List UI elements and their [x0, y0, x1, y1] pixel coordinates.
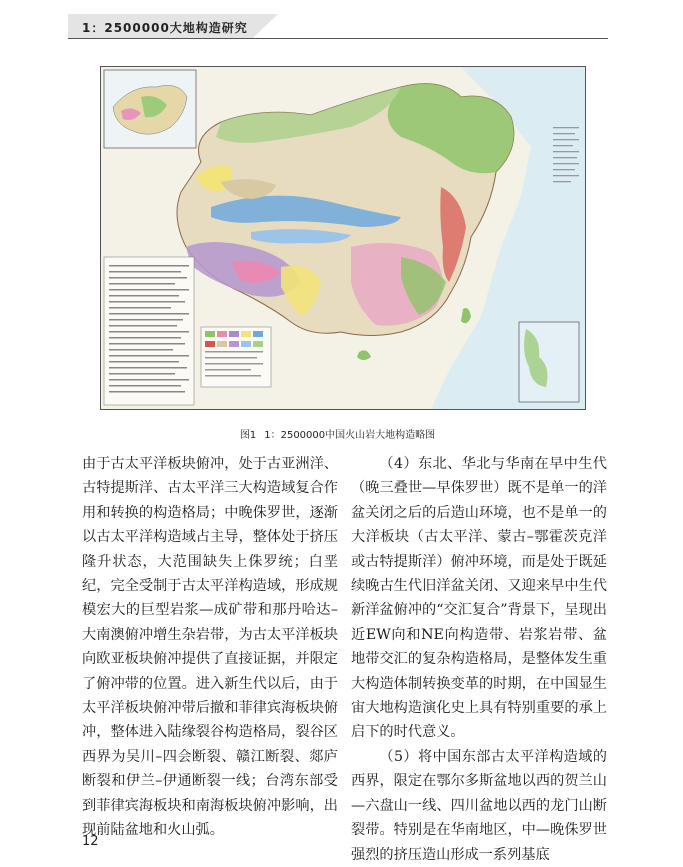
right-paragraph-4: （4）东北、华北与华南在早中生代（晚三叠世—早侏罗世）既不是单一的洋盆关闭之后的后造山环境，也不是单一的大洋板块（古太平洋、蒙古–鄂霍茨克洋或古特提斯洋）俯冲环境，而是处于既延续晚古生代旧洋盆关闭、又迎来早中生代新洋盆俯冲的“交汇复合”背景下，呈现出近EW向和NE向构造带、岩浆岩带、盆地带交汇的复杂构造格局，是整体发生重大构造体制转换变革的时期，在中国显生宙大地构造演化史上具有特别重要的承上启下的时代意义。 [351, 456, 607, 741]
figure-caption-text: 1：2500000中国火山岩大地构造略图 [264, 430, 436, 441]
right-paragraph-5: （5）将中国东部古太平洋构造域的西界，限定在鄂尔多斯盆地以西的贺兰山—六盘山一线、四川盆地以西的龙门山断裂带。特别是在华南地区，中—晚侏罗世强烈的挤压造山形成一系列基底 [351, 748, 607, 863]
running-head-title: 1：2500000大地构造研究 [82, 21, 248, 35]
figure-label: 图1 [239, 430, 257, 441]
figure-map [100, 66, 586, 410]
running-head-rule [68, 38, 608, 39]
running-head [68, 14, 608, 40]
figure-caption [0, 426, 683, 441]
map-graphic [101, 67, 585, 409]
page-number: 12 [82, 834, 99, 849]
left-column [82, 452, 338, 843]
right-column [351, 452, 607, 867]
color-key [201, 327, 271, 387]
left-paragraph: 由于古太平洋板块俯冲，处于古亚洲洋、古特提斯洋、古太平洋三大构造域复合作用和转换的构造格局；中晚侏罗世，逐渐以古太平洋构造域占主导，整体处于挤压隆升状态，大范围缺失上侏罗统；白垩纪，完全受制于古太平洋构造域，形成规模宏大的巨型岩浆—成矿带和那丹哈达–大南澳俯冲增生杂岩带，为古太平洋板块向欧亚板块俯冲提供了直接证据，并限定了俯冲带的位置。进入新生代以后，由于太平洋板块俯冲带后撤和菲律宾海板块俯冲，整体进入陆缘裂谷构造格局，裂谷区西界为吴川–四会断裂、赣江断裂、郯庐断裂和伊兰–伊通断裂一线；台湾东部受到菲律宾海板块和南海板块俯冲影响，出现前陆盆地和火山弧。 [82, 456, 338, 839]
